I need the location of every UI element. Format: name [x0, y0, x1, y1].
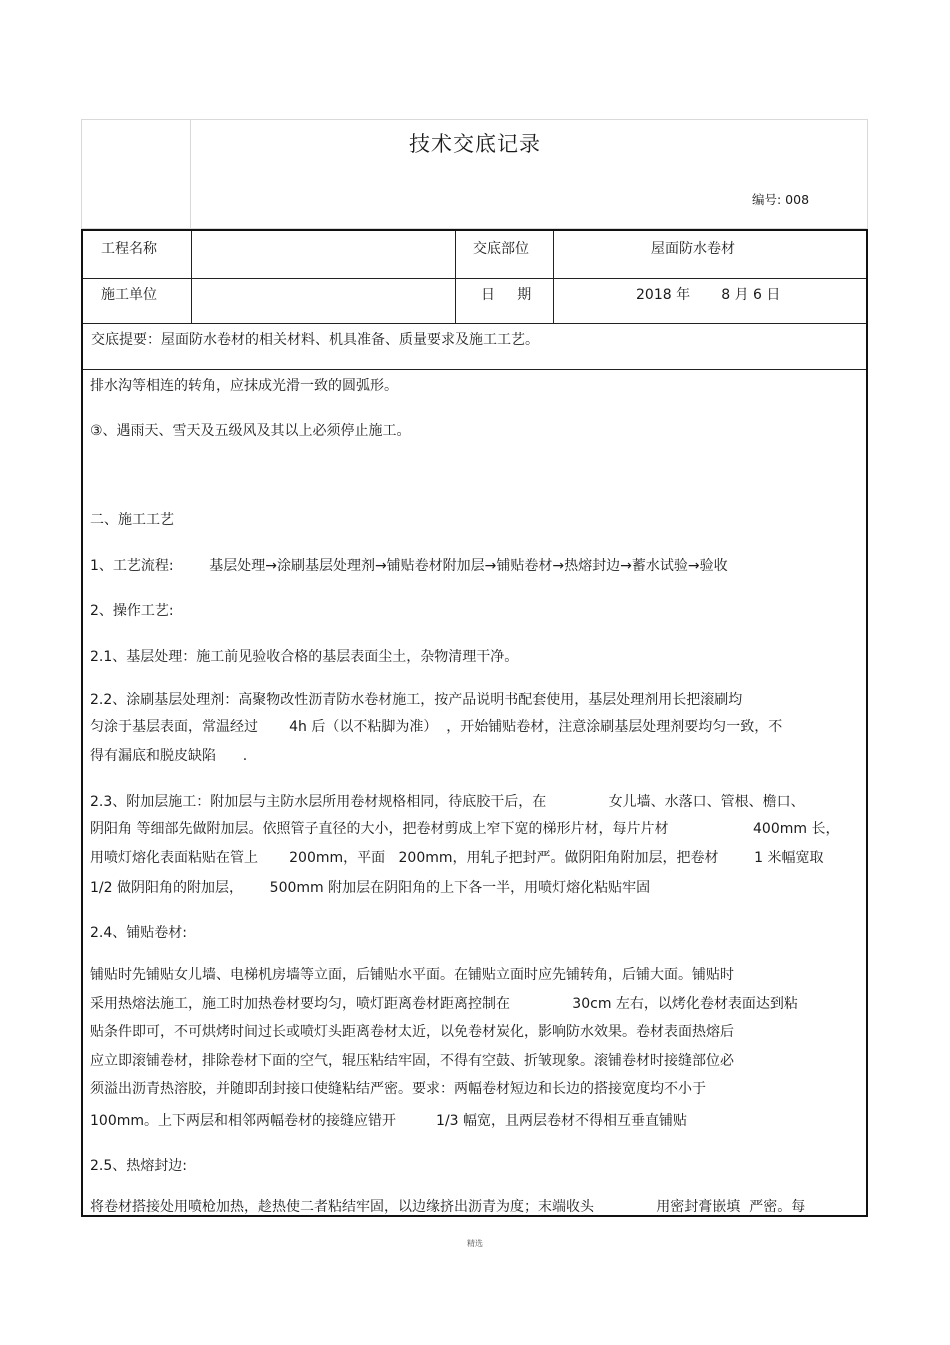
content-line: 2、操作工艺: — [90, 603, 174, 619]
content-line: 1/2 做阴阳角的附加层， 500mm 附加层在阴阳角的上下各一半，用喷灯熔化粘贴牢固 — [90, 880, 651, 896]
content-line: 得有漏底和脱皮缺陷 . — [90, 748, 248, 764]
content-line: 采用热熔法施工，施工时加热卷材要均匀，喷灯距离卷材距离控制在 30cm 左右，以烤化卷材表面达到粘 — [90, 996, 798, 1012]
row-divider — [83, 369, 866, 370]
page-footer: 精选 — [467, 1239, 483, 1248]
content-line: 2.4、铺贴卷材: — [90, 925, 187, 941]
row-divider — [83, 278, 866, 279]
content-line: 排水沟等相连的转角，应抹成光滑一致的圆弧形。 — [90, 378, 398, 394]
content-line: 1、工艺流程: 基层处理→涂刷基层处理剂→铺贴卷材附加层→铺贴卷材→热熔封边→蓄水试验→验收 — [90, 558, 728, 574]
content-line: ③、遇雨天、雪天及五级风及其以上必须停止施工。 — [90, 423, 411, 439]
column-divider — [553, 231, 554, 323]
content-line: 阴阳角 等细部先做附加层。依照管子直径的大小，把卷材剪成上窄下宽的梯形片材，每片片材 400mm 长， — [90, 821, 840, 837]
content-line: 须溢出沥青热溶胶，并随即刮封接口使缝粘结严密。要求：两幅卷材短边和长边的搭接宽度均不小于 — [90, 1081, 706, 1097]
column-divider — [455, 231, 456, 323]
content-line: 2.5、热熔封边: — [90, 1158, 187, 1174]
content-line: 2.3、附加层施工：附加层与主防水层所用卷材规格相同，待底胶干后，在 女儿墙、水落口、管根、檐口、 — [90, 794, 805, 810]
document-title: 技术交底记录 — [409, 132, 541, 156]
project-name-label: 工程名称 — [101, 241, 157, 257]
row-divider — [83, 323, 866, 324]
content-line: 100mm。上下两层和相邻两幅卷材的接缝应错开 1/3 幅宽，且两层卷材不得相互垂直铺贴 — [90, 1113, 688, 1129]
column-divider — [191, 231, 192, 323]
date-value: 2018 年 8 月 6 日 — [636, 287, 781, 303]
content-line: 铺贴时先铺贴女儿墙、电梯机房墙等立面，后铺贴水平面。在铺贴立面时应先铺转角，后铺大面。铺贴时 — [90, 967, 734, 983]
section-heading: 二、施工工艺 — [90, 512, 174, 528]
content-line: 匀涂于基层表面，常温经过 4h 后（以不粘脚为准） ，开始铺贴卷材，注意涂刷基层处理剂要均匀一致，不 — [90, 719, 783, 735]
part-value: 屋面防水卷材 — [651, 241, 735, 257]
content-line: 贴条件即可，不可烘烤时间过长或喷灯头距离卷材太近，以免卷材炭化，影响防水效果。卷材表面热熔后 — [90, 1024, 734, 1040]
content-line: 将卷材搭接处用喷枪加热，趁热使二者粘结牢固，以边缘挤出沥青为度；末端收头 用密封膏嵌填 严密。每 — [90, 1199, 806, 1215]
content-line: 用喷灯熔化表面粘贴在管上 200mm，平面 200mm，用轧子把封严。做阴阳角附加层，把卷材 1 米幅宽取 — [90, 850, 824, 866]
part-label: 交底部位 — [473, 241, 529, 257]
content-line: 2.2、涂刷基层处理剂：高聚物改性沥青防水卷材施工，按产品说明书配套使用，基层处理剂用长把滚刷均 — [90, 692, 743, 708]
content-line: 2.1、基层处理：施工前见验收合格的基层表面尘土，杂物清理干净。 — [90, 649, 519, 665]
document-number: 编号: 008 — [752, 192, 810, 207]
content-line: 应立即滚铺卷材，排除卷材下面的空气，辊压粘结牢固，不得有空鼓、折皱现象。滚铺卷材时接缝部位必 — [90, 1053, 734, 1069]
date-label: 日 期 — [481, 287, 532, 303]
unit-label: 施工单位 — [101, 287, 157, 303]
summary-text: 交底提要：屋面防水卷材的相关材料、机具准备、质量要求及施工工艺。 — [91, 332, 539, 348]
